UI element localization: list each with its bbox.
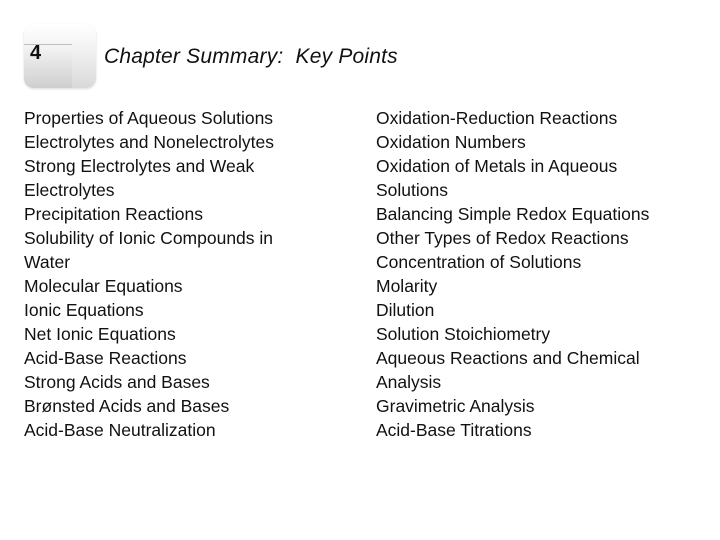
list-item: Gravimetric Analysis <box>376 396 535 416</box>
list-item: Analysis <box>376 372 442 392</box>
list-item: Balancing Simple Redox Equations <box>376 204 650 224</box>
list-item: Brønsted Acids and Bases <box>24 396 230 416</box>
list-item: Molarity <box>376 276 438 296</box>
list-item: Oxidation Numbers <box>376 132 526 152</box>
list-item: Dilution <box>376 300 435 320</box>
list-item: Strong Electrolytes and Weak <box>24 156 255 176</box>
list-item: Solution Stoichiometry <box>376 324 551 344</box>
list-item: Electrolytes and Nonelectrolytes <box>24 132 274 152</box>
list-item: Other Types of Redox Reactions <box>376 228 629 248</box>
list-item: Acid-Base Neutralization <box>24 420 216 440</box>
list-item: Properties of Aqueous Solutions <box>24 108 274 128</box>
list-item: Precipitation Reactions <box>24 204 203 224</box>
list-item: Net Ionic Equations <box>24 324 176 344</box>
list-item: Water <box>24 252 71 272</box>
list-item: Acid-Base Titrations <box>376 420 532 440</box>
list-item: Acid-Base Reactions <box>24 348 187 368</box>
list-item: Concentration of Solutions <box>376 252 582 272</box>
page-title: Chapter Summary: Key Points <box>104 45 398 68</box>
left-key-points-list <box>24 106 344 442</box>
list-item: Solutions <box>376 180 448 200</box>
list-item: Oxidation-Reduction Reactions <box>376 108 618 128</box>
list-item: Aqueous Reactions and Chemical <box>376 348 640 368</box>
list-item: Oxidation of Metals in Aqueous <box>376 156 618 176</box>
list-item: Molecular Equations <box>24 276 183 296</box>
right-key-points-list <box>376 106 696 442</box>
list-item: Solubility of Ionic Compounds in <box>24 228 274 248</box>
list-item: Strong Acids and Bases <box>24 372 210 392</box>
list-item: Electrolytes <box>24 180 115 200</box>
list-item: Ionic Equations <box>24 300 144 320</box>
chapter-number: 4 <box>30 42 42 64</box>
